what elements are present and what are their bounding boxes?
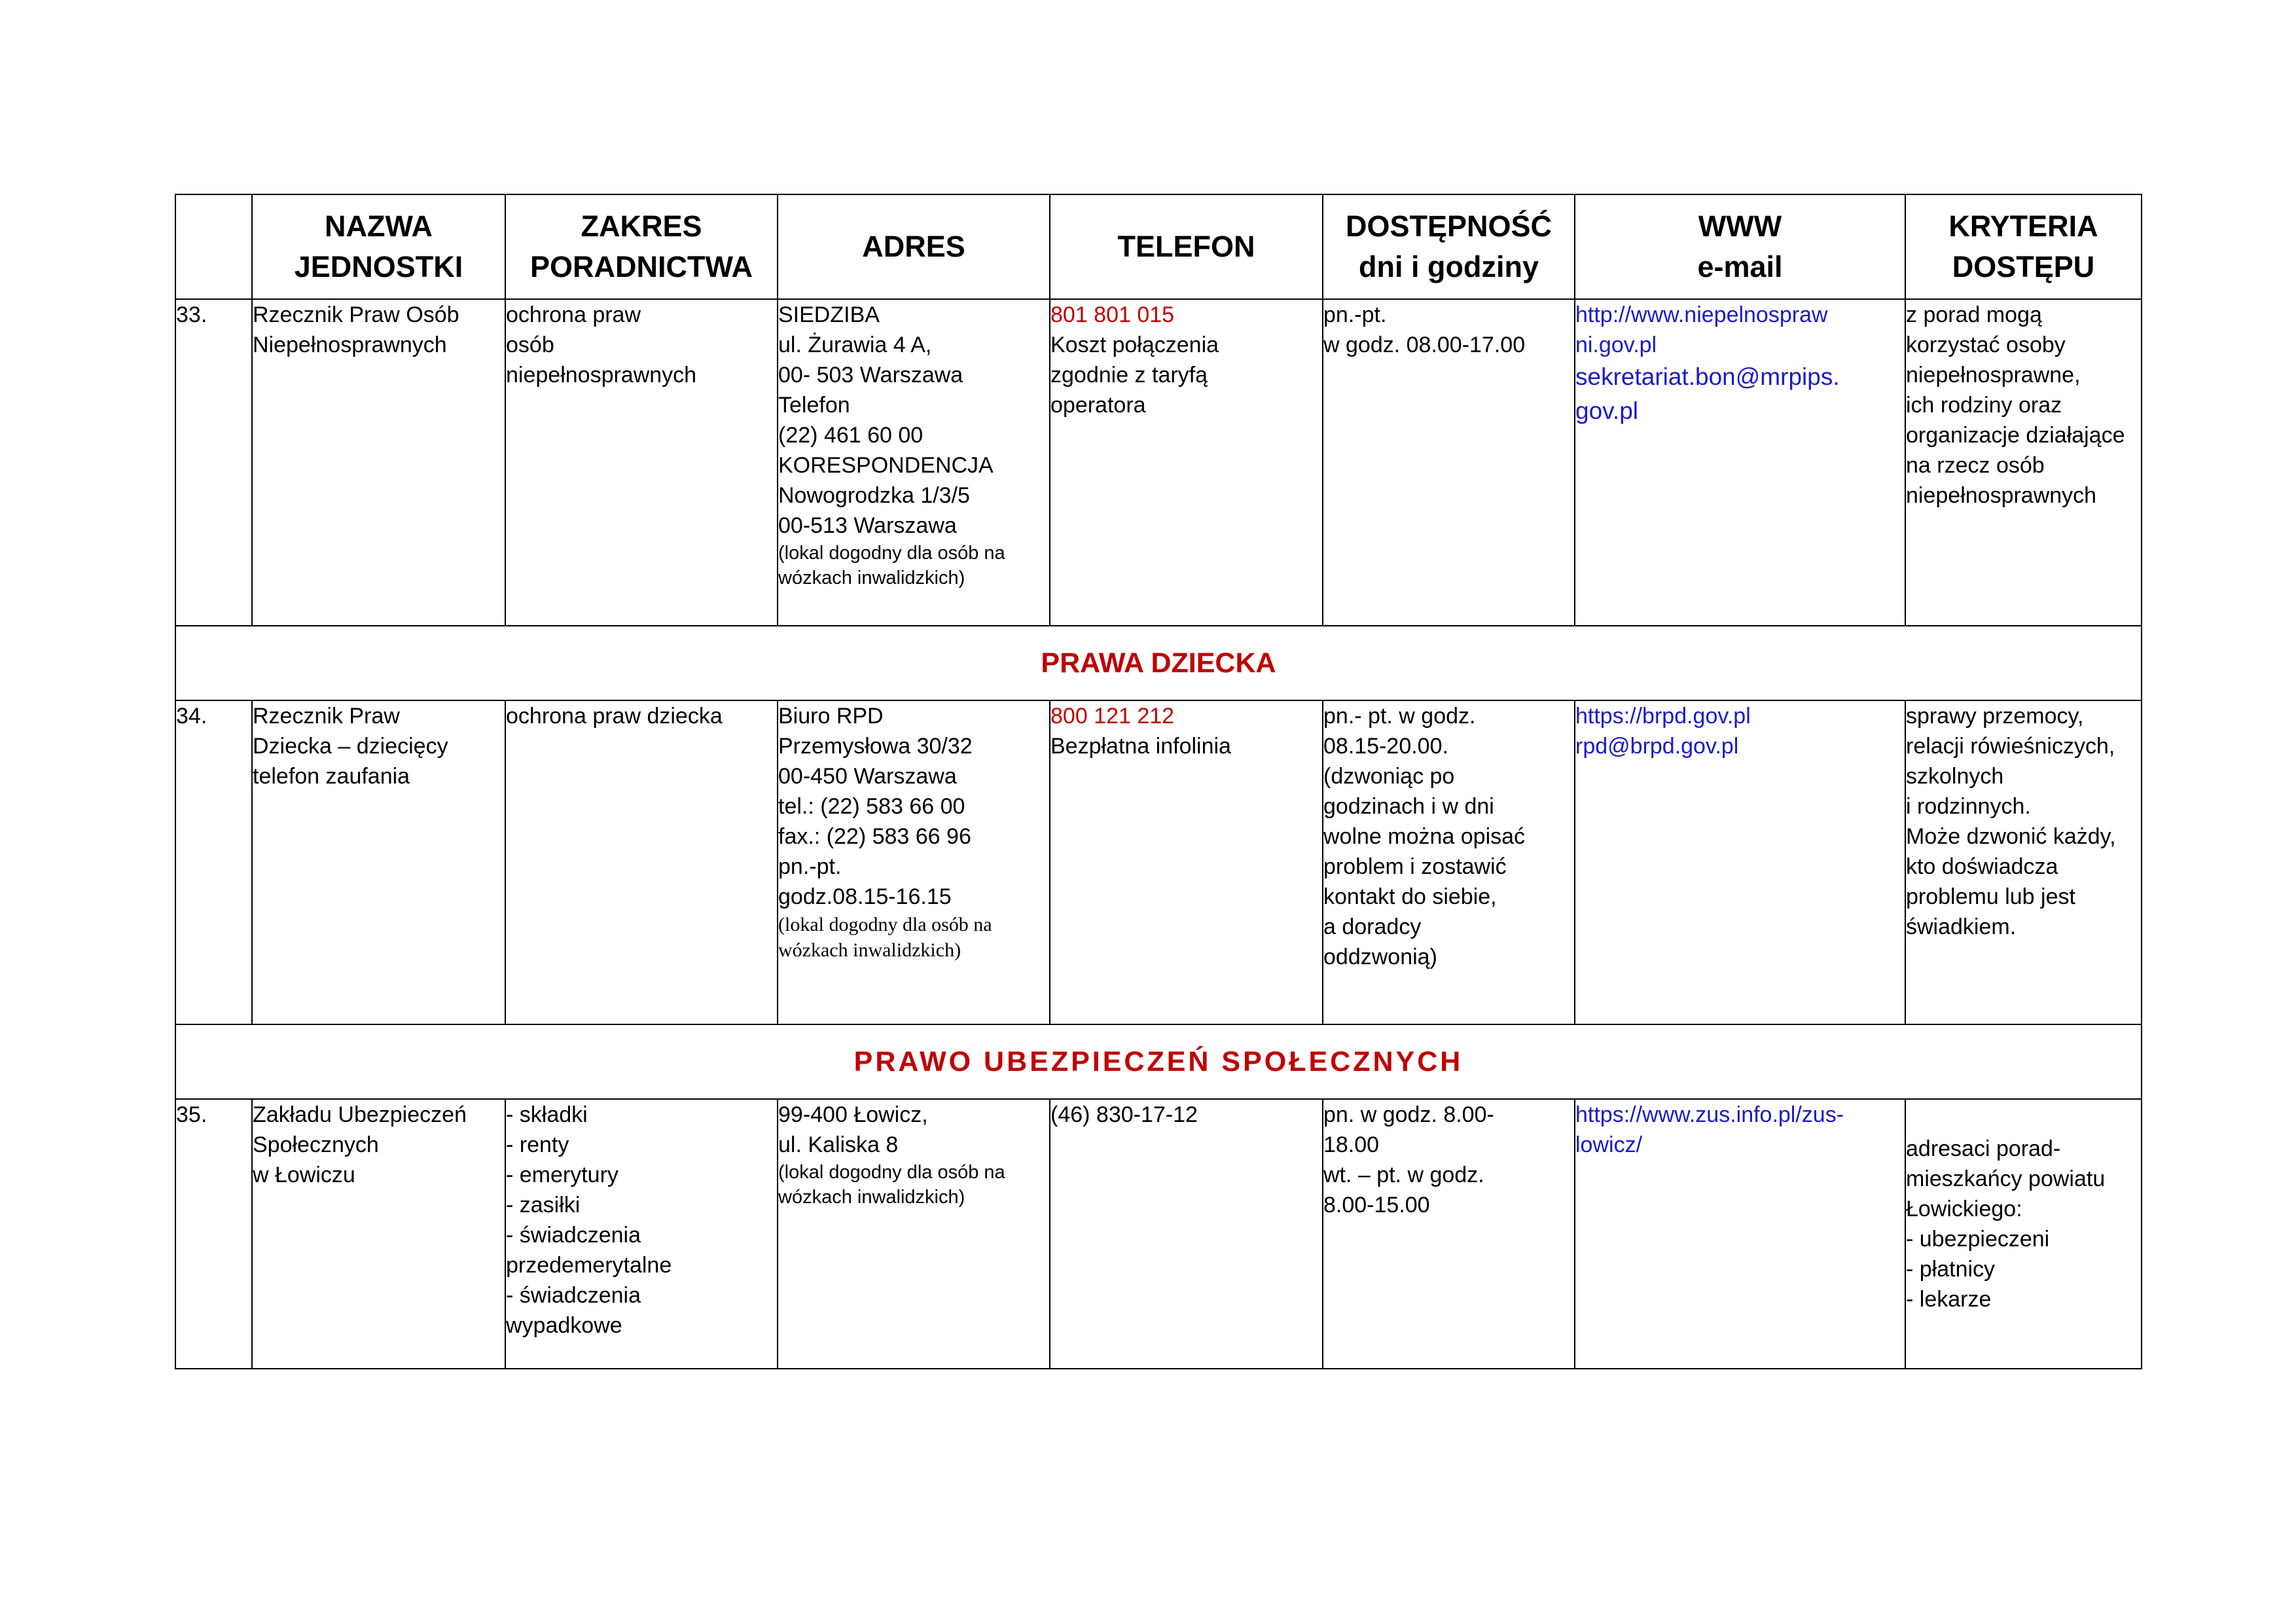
cell-text: organizacje działające (1906, 423, 2125, 448)
header-text: e-mail (1697, 250, 1783, 283)
cell-text: ul. Żurawia 4 A, (778, 333, 932, 357)
header-row (175, 194, 2142, 299)
cell-text: ochrona praw (506, 302, 641, 327)
section-row (175, 1024, 2142, 1099)
cell-text: problem i zostawić (1323, 854, 1507, 879)
cell-text: 33. (176, 302, 207, 327)
availability (1323, 1099, 1575, 1369)
phone (1050, 700, 1323, 1024)
header-col-name (252, 194, 505, 299)
cell-text: niepełnosprawne, (1906, 363, 2081, 388)
cell-text: niepełnosprawnych (1906, 483, 2097, 508)
cell-text: w godz. 08.00-17.00 (1323, 333, 1526, 357)
header-text: JEDNOSTKI (294, 250, 463, 283)
cell-text: 99-400 Łowicz, (778, 1102, 928, 1127)
cell-text: zgodnie z taryfą (1050, 363, 1208, 388)
header-col-address (778, 194, 1050, 299)
cell-text: Telefon (778, 393, 850, 418)
cell-text: - ubezpieczeni (1906, 1227, 2050, 1252)
cell-text: 8.00-15.00 (1323, 1193, 1430, 1218)
cell-text: 00-513 Warszawa (778, 513, 957, 538)
cell-text: 34. (176, 704, 207, 729)
accessibility-note: (lokal dogodny dla osób na (778, 543, 1005, 564)
cell-text: adresaci porad- (1906, 1136, 2061, 1161)
section-heading: PRAWO UBEZPIECZEŃ SPOŁECZNYCH (175, 1024, 2142, 1099)
cell-text: fax.: (22) 583 66 96 (778, 824, 971, 849)
phone (1050, 299, 1323, 626)
cell-text: mieszkańcy powiatu (1906, 1166, 2106, 1191)
institutions-table (175, 194, 2142, 1369)
phone-number[interactable]: 801 801 015 (1050, 302, 1175, 327)
cell-text: - składki (506, 1102, 588, 1127)
cell-text: Dziecka – dziecięcy (253, 734, 448, 759)
cell-text: godz.08.15-16.15 (778, 884, 952, 909)
table-row (175, 1099, 2142, 1369)
www-email (1575, 299, 1905, 626)
address (778, 299, 1050, 626)
accessibility-note: wózkach inwalidzkich) (778, 939, 961, 961)
cell-text: (22) 461 60 00 (778, 423, 924, 448)
cell-text: Koszt połączenia (1050, 333, 1219, 357)
www-email (1575, 700, 1905, 1024)
unit-name (252, 1099, 505, 1369)
cell-text: - lekarze (1906, 1287, 1992, 1312)
advice-scope (505, 1099, 778, 1369)
header-text: dni i godziny (1359, 250, 1539, 283)
header-text: DOSTĘPU (1952, 250, 2095, 283)
cell-text: operatora (1050, 393, 1146, 418)
access-criteria (1905, 700, 2142, 1024)
email-link[interactable]: rpd@brpd.gov.pl (1575, 734, 1739, 759)
advice-scope (505, 700, 778, 1024)
accessibility-note: (lokal dogodny dla osób na (778, 914, 992, 935)
cell-text: 00- 503 Warszawa (778, 363, 963, 388)
header-text: NAZWA (325, 209, 433, 243)
unit-name (252, 299, 505, 626)
cell-text: Łowickiego: (1906, 1197, 2022, 1221)
cell-text: ochrona praw dziecka (506, 704, 723, 729)
row-number (175, 299, 252, 626)
cell-text: niepełnosprawnych (506, 363, 697, 388)
address (778, 700, 1050, 1024)
cell-text: - renty (506, 1132, 569, 1157)
header-text: TELEFON (1117, 230, 1255, 263)
row-number (175, 1099, 252, 1369)
cell-text: i rodzinnych. (1906, 794, 2031, 819)
www-email (1575, 1099, 1905, 1369)
header-text: KRYTERIA (1948, 209, 2098, 243)
cell-text: wolne można opisać (1323, 824, 1526, 849)
website-link[interactable]: http://www.niepelnospraw (1575, 302, 1828, 327)
cell-text: przedemerytalne (506, 1253, 672, 1278)
header-text: PORADNICTWA (530, 250, 753, 283)
website-link[interactable]: https://brpd.gov.pl (1575, 704, 1751, 729)
cell-text: Bezpłatna infolinia (1050, 734, 1231, 759)
availability (1323, 700, 1575, 1024)
email-link[interactable]: gov.pl (1575, 397, 1638, 424)
header-text: ADRES (862, 230, 965, 263)
cell-text: osób (506, 333, 554, 357)
accessibility-note: wózkach inwalidzkich) (778, 1187, 965, 1208)
cell-text: - świadczenia (506, 1223, 641, 1248)
table-row (175, 299, 2142, 626)
cell-text: pn. w godz. 8.00- (1323, 1102, 1494, 1127)
cell-text: Przemysłowa 30/32 (778, 734, 973, 759)
cell-text: 08.15-20.00. (1323, 734, 1448, 759)
website-link[interactable]: lowicz/ (1575, 1132, 1643, 1157)
address (778, 1099, 1050, 1369)
advice-scope (505, 299, 778, 626)
cell-text: Nowogrodzka 1/3/5 (778, 483, 970, 508)
header-col-number (175, 194, 252, 299)
phone-number[interactable]: 800 121 212 (1050, 704, 1175, 729)
website-link[interactable]: https://www.zus.info.pl/zus- (1575, 1102, 1844, 1127)
header-text: DOSTĘPNOŚĆ (1345, 209, 1552, 243)
header-col-www (1575, 194, 1905, 299)
cell-text: Biuro RPD (778, 704, 884, 729)
cell-text: 00-450 Warszawa (778, 764, 957, 789)
accessibility-note: wózkach inwalidzkich) (778, 568, 965, 588)
cell-text: SIEDZIBA (778, 302, 880, 327)
cell-text: relacji rówieśniczych, (1906, 734, 2115, 759)
cell-text: tel.: (22) 583 66 00 (778, 794, 965, 819)
header-col-scope (505, 194, 778, 299)
cell-text: na rzecz osób (1906, 453, 2045, 478)
cell-text: Niepełnosprawnych (253, 333, 447, 357)
header-text: ZAKRES (581, 209, 702, 243)
cell-text: - świadczenia (506, 1283, 641, 1308)
cell-text: kontakt do siebie, (1323, 884, 1497, 909)
availability (1323, 299, 1575, 626)
cell-text: 35. (176, 1102, 207, 1127)
cell-text: problemu lub jest (1906, 884, 2075, 909)
cell-text: (dzwoniąc po (1323, 764, 1455, 789)
cell-text: kto doświadcza (1906, 854, 2058, 879)
unit-name (252, 700, 505, 1024)
section-heading: PRAWA DZIECKA (175, 626, 2142, 700)
cell-text: godzinach i w dni (1323, 794, 1494, 819)
header-text: WWW (1698, 209, 1782, 243)
cell-text: KORESPONDENCJA (778, 453, 994, 478)
cell-text: 18.00 (1323, 1132, 1380, 1157)
phone (1050, 1099, 1323, 1369)
cell-text: a doradcy (1323, 914, 1422, 939)
cell-text: wt. – pt. w godz. (1323, 1163, 1484, 1187)
section-row (175, 626, 2142, 700)
phone-number[interactable]: (46) 830-17-12 (1050, 1102, 1198, 1127)
website-link[interactable]: ni.gov.pl (1575, 333, 1657, 357)
cell-text: oddzwonią) (1323, 945, 1437, 969)
header-col-phone (1050, 194, 1323, 299)
cell-text: wypadkowe (506, 1313, 622, 1338)
access-criteria (1905, 1099, 2142, 1369)
cell-text: pn.-pt. (1323, 302, 1387, 327)
cell-text: pn.-pt. (778, 854, 842, 879)
cell-text: sprawy przemocy, (1906, 704, 2084, 729)
cell-text: ich rodziny oraz (1906, 393, 2062, 418)
cell-text: szkolnych (1906, 764, 2004, 789)
header-col-criteria (1905, 194, 2142, 299)
cell-text: - zasiłki (506, 1193, 581, 1218)
cell-text: Rzecznik Praw Osób (253, 302, 459, 327)
row-number (175, 700, 252, 1024)
cell-text: Może dzwonić każdy, (1906, 824, 2116, 849)
cell-text: korzystać osoby (1906, 333, 2066, 357)
access-criteria (1905, 299, 2142, 626)
accessibility-note: (lokal dogodny dla osób na (778, 1162, 1005, 1183)
cell-text: telefon zaufania (253, 764, 410, 789)
cell-text: z porad mogą (1906, 302, 2042, 327)
cell-text: pn.- pt. w godz. (1323, 704, 1476, 729)
email-link[interactable]: sekretariat.bon@mrpips. (1575, 363, 1840, 390)
cell-text: - płatnicy (1906, 1257, 1996, 1282)
cell-text: ul. Kaliska 8 (778, 1132, 899, 1157)
cell-text: w Łowiczu (253, 1163, 355, 1187)
cell-text: - emerytury (506, 1163, 619, 1187)
cell-text: świadkiem. (1906, 914, 2017, 939)
cell-text: Społecznych (253, 1132, 379, 1157)
table-row (175, 700, 2142, 1024)
header-col-availability (1323, 194, 1575, 299)
cell-text: Zakładu Ubezpieczeń (253, 1102, 467, 1127)
cell-text: Rzecznik Praw (253, 704, 400, 729)
